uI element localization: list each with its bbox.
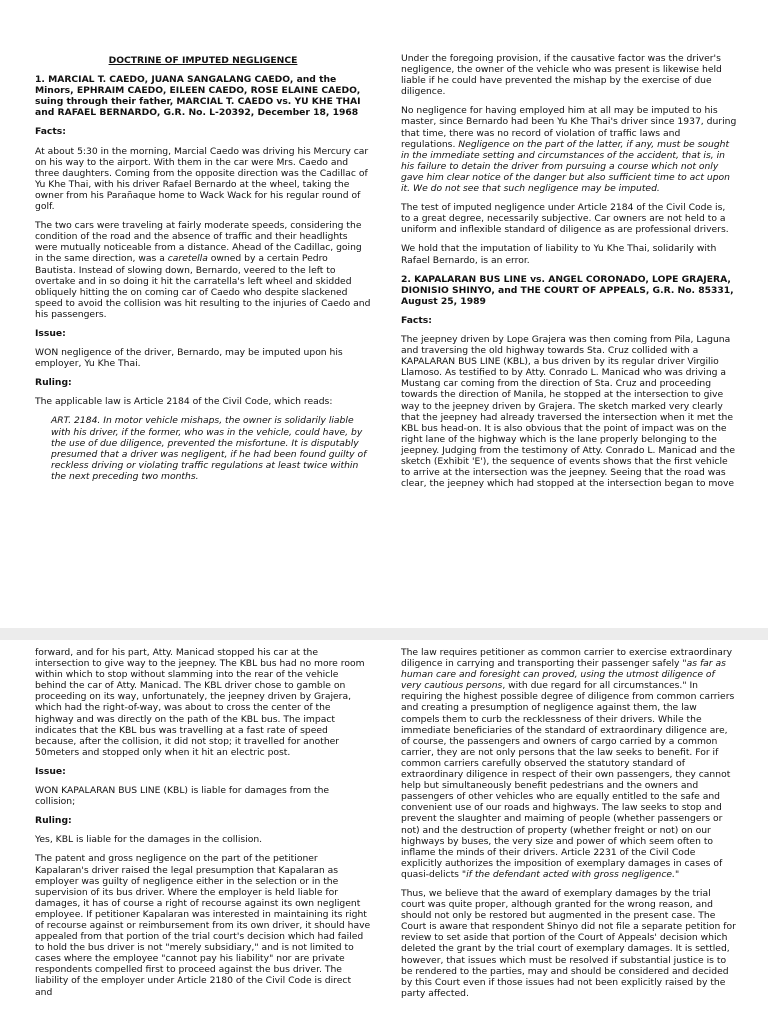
- issue-text: WON negligence of the driver, Bernardo, may be imputed upon his employer, Yu Khe Thai.: [35, 347, 343, 370]
- case2-title: 2. KAPALARAN BUS LINE vs. ANGEL CORONADO, LOPE GRAJERA, DIONISIO SHINYO, and THE COURT OF APPEALS, G.R. No. 85331, August 25, 1989: [401, 273, 734, 307]
- facts-heading: Facts:: [401, 314, 432, 326]
- issue-heading: Issue:: [35, 327, 66, 339]
- issue-heading: Issue:: [35, 765, 66, 777]
- body-paragraph: forward, and for his part, Atty. Manicad stopped his car at the intersection to give way to the jeepney. The KBL bus had no more room within which to stop without slamming into the rear of the vehicle behind the car of Atty. Manicad. The KBL driver chose to gamble on proceeding on its way, unfortunately, the jeepney driven by Grajera, which had the right-of-way, was about to cross the center of the highway and was directly on the path of the KBL bus. The impact indicates that the KBL bus was travelling at a fast rate of speed because, after the collision, it did not stop; it travelled for another 50meters and stopped only when it hit an electric post.: [35, 647, 365, 758]
- ruling-heading: Ruling:: [35, 815, 72, 827]
- body-paragraph: The test of imputed negligence under Article 2184 of the Civil Code is, to a great degree, necessarily subjective. Car owners are not held to a uniform and inflexible standard of diligence as are professional drivers.: [401, 202, 729, 236]
- page2-left-column: [35, 647, 371, 1006]
- body-paragraph: We hold that the imputation of liability to Yu Khe Thai, solidarily with Rafael Bernardo, is an error.: [401, 243, 717, 266]
- ruling-text: Yes, KBL is liable for the damages in the collision.: [35, 834, 263, 846]
- facts-paragraph: At about 5:30 in the morning, Marcial Caedo was driving his Mercury car on his way to the airport. With them in the car were Mrs. Caedo and three daughters. Coming from the opposite direction was the Cadillac of Yu Khe Thai, with his driver Rafael Bernardo at the wheel, taking the owner from his Parañaque home to Wack Wack for his regular round of golf.: [35, 145, 369, 213]
- issue-text: WON KAPALARAN BUS LINE (KBL) is liable for damages from the collision;: [35, 785, 330, 808]
- facts-paragraph: The jeepney driven by Lope Grajera was then coming from Pila, Laguna and traversing the old highway towards Sta. Cruz collided with a KAPALARAN BUS LINE (KBL), a bus driven by its regular driver Virgilio Llamoso. As testified to by Atty. Conrado L. Manicad who was driving a Mustang car coming from the direction of Sta. Cruz and proceeding towards the direction of Manila, he stopped at the intersection to give way to the jeepney driven by Grajera. The sketch marked very clearly that the jeepney had already traversed the intersection when it met the KBL bus head-on. It is also obvious that the point of impact was on the right lane of the highway which is the lane properly belonging to the jeepney. Judging from the testimony of Atty. Conrado L. Manicad and the sketch (Exhibit 'E'), the sequence of events shows that the first vehicle to arrive at the intersection was the jeepney. Seeing that the road was clear, the jeepney which had stopped at the intersection began to move: [401, 333, 736, 490]
- page2-right-column: [401, 647, 737, 1007]
- body-paragraph: No negligence for having employed him at all may be imputed to his master, since Bernardo had been Yu Khe Thai's driver since 1937, during that time, there was no record of violation of traffic laws and regulations. Negligence on the part of the latter, if any, must be sought in the immediate setting and circumstances of the accident, that is, in his failure to detain the driver from pursuing a course which not only gave him clear notice of the danger but also sufficient time to act upon it. We do not see that such negligence may be imputed.: [401, 105, 737, 195]
- body-paragraph: The law requires petitioner as common carrier to exercise extraordinary diligence in carrying and transporting their passenger safely "as far as human care and foresight can proved, using the utmost diligence of very cautious persons, with due regard for all circumstances." In requiring the highest possible degree of diligence from common carriers and creating a presumption of negligence against them, the law compels them to curb the recklessness of their drivers. While the immediate beneficiaries of the standard of extraordinary diligence are, of course, the passengers and owners of cargo carried by a common carrier, they are not only persons that the law seeks to benefit. For if common carriers carefully observed the statutory standard of extraordinary diligence in respect of their own passengers, they cannot help but simultaneously benefit pedestrians and the owners and passengers of other vehicles who are equally entitled to the safe and convenient use of our roads and highways. The law seeks to stop and prevent the slaughter and maiming of people (whether passengers or not) and the destruction of property (whether freight or not) on our highways by buses, the very size and power of which seem often to inflame the minds of their drivers. Article 2231 of the Civil Code explicitly authorizes the imposition of exemplary damages in cases of quasi-delicts "if the defendant acted with gross negligence.": [401, 647, 735, 880]
- case1-title: 1. MARCIAL T. CAEDO, JUANA SANGALANG CAEDO, and the Minors, EPHRAIM CAEDO, EILEEN CAEDO, ROSE ELAINE CAEDO, suing through their father, MARCIAL T. CAEDO vs. YU KHE THAI and RAFAEL BERNARDO, G.R. No. L-20392, December 18, 1968: [35, 74, 361, 119]
- body-paragraph: Under the foregoing provision, if the causative factor was the driver's negligence, the owner of the vehicle who was present is likewise held liable if he could have prevented the mishap by the exercise of due diligence.: [401, 53, 722, 98]
- page1-right-column: [401, 53, 737, 497]
- body-paragraph: The patent and gross negligence on the part of the petitioner Kapalaran's driver raised the legal presumption that Kapalaran as employer was guilty of negligence either in the selection or in the supervision of its bus driver. Where the employer is held liable for damages, it has of course a right of recourse against its own negligent employee. If petitioner Kapalaran was interested in maintaining its right of recourse against or reimbursement from its own driver, it should have appealed from that portion of the trial court's decision which had failed to hold the bus driver is not "merely subsidiary," and is not limited to cases where the employee "cannot pay his liability" nor are private respondents compelled first to proceed against the bus driver. The liability of the employer under Article 2180 of the Civil Code is direct and: [35, 853, 371, 998]
- facts-heading: Facts:: [35, 126, 66, 138]
- article-quote: ART. 2184. In motor vehicle mishaps, the owner is solidarily liable with his driver, if the former, who was in the vehicle, could have, by the use of due diligence, prevented the misfortune. It is disputably presumed that a driver was negligent, if he had been found guilty of reckless driving or violating traffic regulations at least twice within the next preceding two months.: [51, 415, 367, 482]
- ruling-intro: The applicable law is Article 2184 of the Civil Code, which reads:: [35, 396, 333, 408]
- page1-left-column: [35, 55, 371, 490]
- doctrine-title: DOCTRINE OF IMPUTED NEGLIGENCE: [108, 55, 298, 66]
- facts-paragraph: The two cars were traveling at fairly moderate speeds, considering the condition of the road and the absence of traffic and their headlights were mutually noticeable from a distance. Ahead of the Cadillac, going in the same direction, was a caretella owned by a certain Pedro Bautista. Instead of slowing down, Bernardo, veered to the left to overtake and in so doing it hit the carratella's left wheel and skidded obliquely hitting the on coming car of Caedo who despite slackened speed to avoid the collision was hit resulting to the injuries of Caedo and his passengers.: [35, 220, 371, 320]
- page-separator: [0, 628, 768, 640]
- ruling-heading: Ruling:: [35, 377, 72, 389]
- body-paragraph: Thus, we believe that the award of exemplary damages by the trial court was quite proper, although granted for the wrong reason, and should not only be restored but augmented in the present case. The Court is aware that respondent Shinyo did not file a separate petition for review to set aside that portion of the Court of Appeals' decision which deleted the grant by the trial court of exemplary damages. It is settled, however, that issues which must be resolved if substantial justice is to be rendered to the parties, may and should be considered and decided by this Court even if those issues had not been explicitly raised by the party affected.: [401, 887, 736, 999]
